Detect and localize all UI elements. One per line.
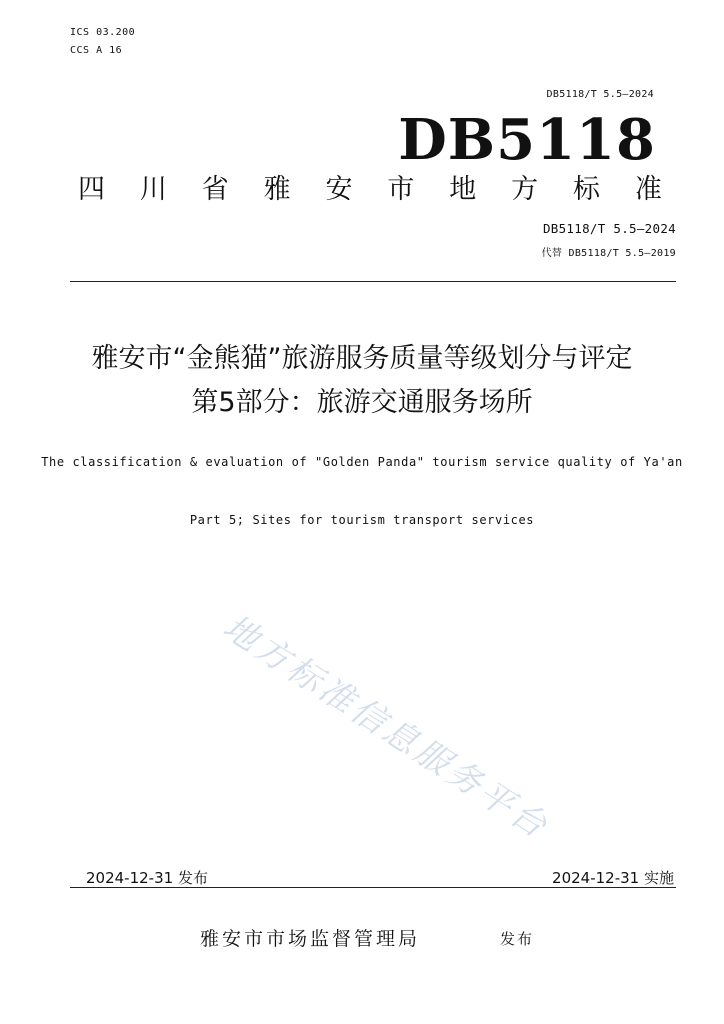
authority-title-char: 省 [201, 174, 229, 205]
authority-title-char: 标 [573, 174, 600, 205]
authority-title-char: 四 [78, 174, 105, 205]
authority-title-char: 安 [325, 174, 353, 205]
authority-title [78, 170, 662, 210]
replaces-standard: 代替 DB5118/T 5.5—2019 [541, 248, 676, 259]
issuing-authority: 雅安市市场监督管理局 [200, 928, 421, 950]
implementation-date: 2024-12-31 实施 [552, 869, 674, 887]
english-part-title: Part 5; Sites for tourism transport services [189, 513, 535, 527]
chinese-part-title: 第5部分：旅游交通服务场所 [191, 387, 533, 418]
authority-title-char: 雅 [263, 174, 291, 205]
chinese-title: 雅安市“金熊猫”旅游服务质量等级划分与评定 [91, 343, 633, 374]
ccs-code: CCS A 16 [70, 45, 123, 56]
authority-title-char: 准 [634, 174, 662, 205]
top-divider [70, 281, 676, 282]
ics-code: ICS 03.200 [70, 27, 136, 38]
authority-title-char: 地 [449, 174, 477, 205]
classification-codes [70, 24, 135, 60]
issued-label: 发布 [500, 930, 535, 948]
authority-title-char: 川 [139, 174, 167, 205]
english-title: The classification & evaluation of "Golden Panda" tourism service quality of Ya'an [41, 455, 683, 469]
watermark-text: 地方标准信息服务平台 [215, 607, 557, 848]
standard-logo: DB5118 [398, 107, 656, 173]
bottom-divider [70, 887, 676, 888]
standard-number-top: DB5118/T 5.5—2024 [546, 89, 654, 100]
authority-title-char: 方 [511, 174, 539, 205]
authority-title-char: 市 [387, 174, 415, 205]
release-date: 2024-12-31 发布 [86, 869, 208, 887]
standard-number: DB5118/T 5.5—2024 [542, 221, 676, 236]
